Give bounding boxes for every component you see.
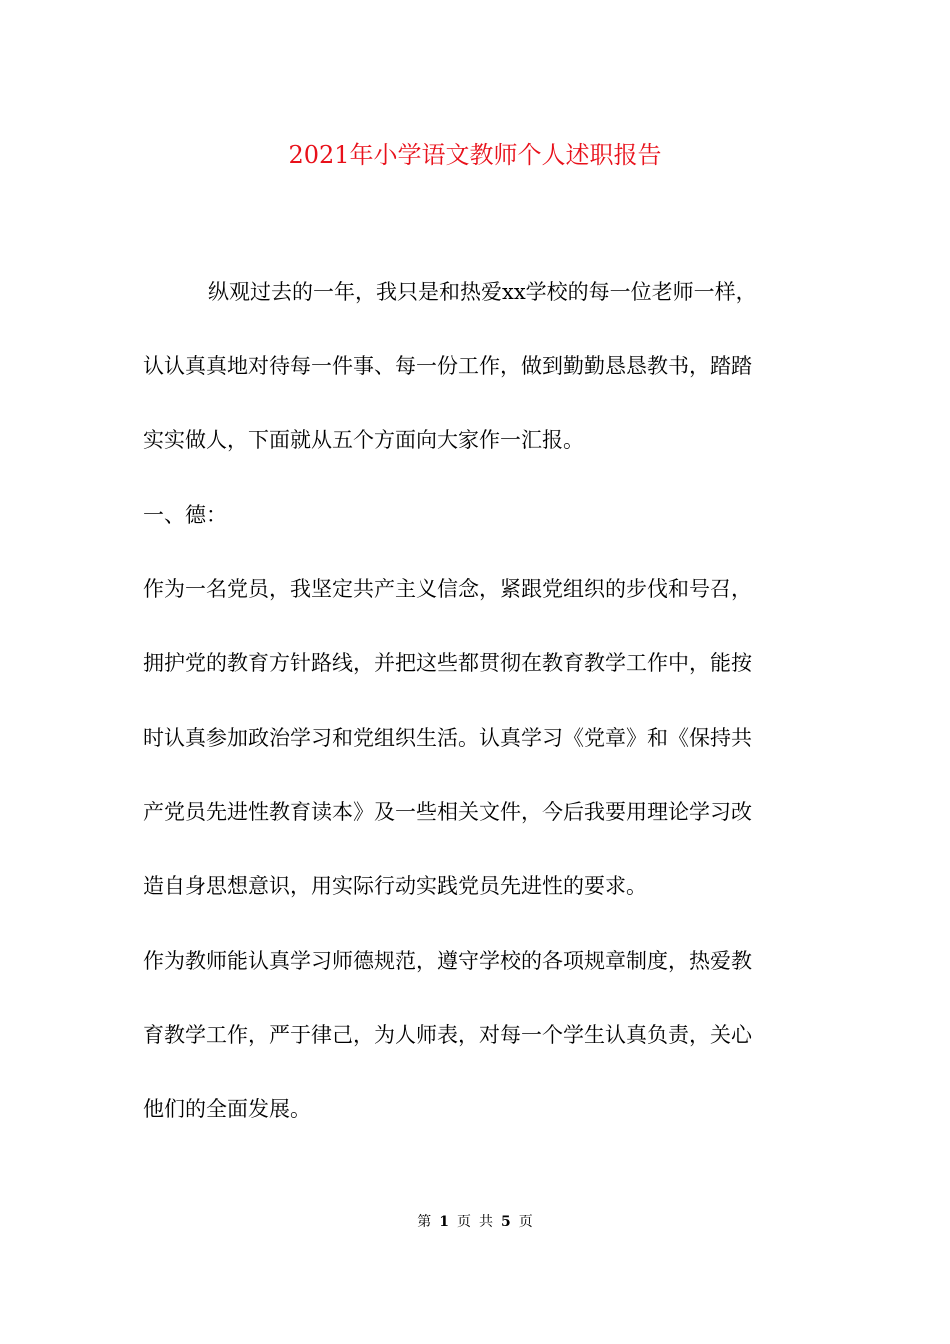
footer-prefix: 第	[417, 1214, 432, 1230]
paragraph-line: 育教学工作，严于律己，为人师表，对每一个学生认真负责，关心	[143, 1023, 752, 1047]
paragraph-line: 作为教师能认真学习师德规范，遵守学校的各项规章制度，热爱教	[143, 949, 752, 973]
document-title: 2021年小学语文教师个人述职报告	[288, 141, 662, 169]
paragraph-line: 产党员先进性教育读本》及一些相关文件，今后我要用理论学习改	[143, 800, 752, 824]
paragraph-line: 纵观过去的一年，我只是和热爱xx学校的每一位老师一样，	[208, 280, 757, 304]
paragraph-line: 认认真真地对待每一件事、每一份工作，做到勤勤恳恳教书，踏踏	[143, 354, 752, 378]
current-page-number: 1	[439, 1214, 449, 1230]
footer-suffix: 页	[518, 1214, 533, 1230]
paragraph-line: 作为一名党员，我坚定共产主义信念，紧跟党组织的步伐和号召，	[143, 577, 752, 601]
paragraph-line: 造自身思想意识，用实际行动实践党员先进性的要求。	[143, 874, 647, 898]
total-pages-number: 5	[501, 1214, 511, 1230]
page-footer	[0, 1212, 950, 1232]
paragraph-line: 时认真参加政治学习和党组织生活。认真学习《党章》和《保持共	[143, 726, 752, 750]
footer-page-word: 页	[457, 1214, 471, 1230]
paragraph-line: 他们的全面发展。	[143, 1097, 311, 1121]
paragraph-line: 实实做人，下面就从五个方面向大家作一汇报。	[143, 428, 584, 452]
footer-total-prefix: 共	[479, 1214, 493, 1230]
section-heading: 一、德：	[143, 503, 227, 527]
paragraph-line: 拥护党的教育方针路线，并把这些都贯彻在教育教学工作中，能按	[143, 651, 752, 675]
